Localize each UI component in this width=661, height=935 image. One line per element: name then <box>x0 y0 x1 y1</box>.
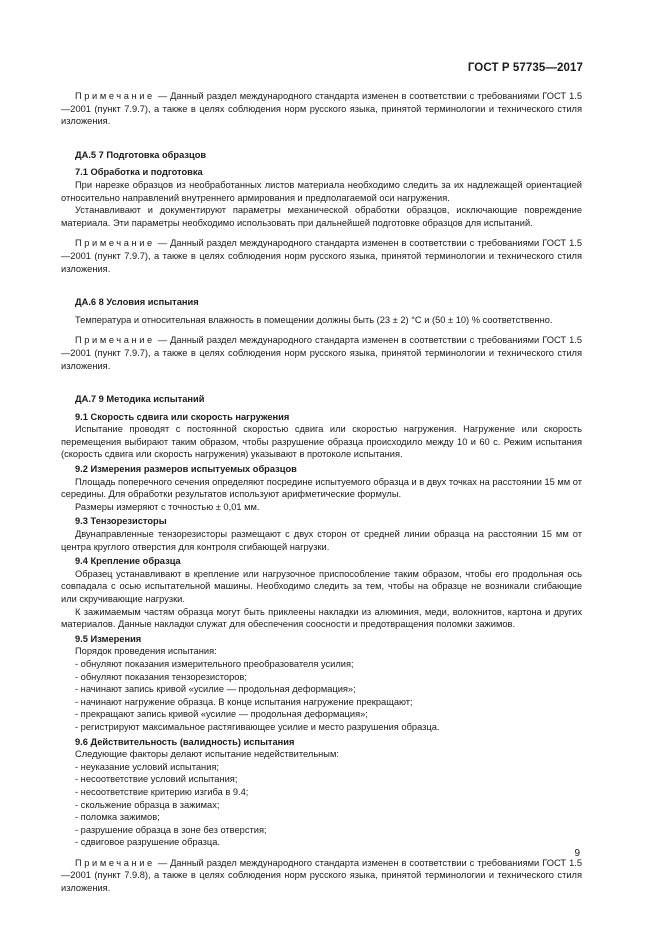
list-item: - обнуляют показания тензорезисторов; <box>75 671 247 682</box>
note-paragraph <box>61 90 582 128</box>
list-item: - поломка зажимов; <box>75 812 160 823</box>
note-text: — Данный раздел международного стандарта изменен в соответствии с требованиями ГОСТ 1.5—2001 (пункт 7.9.8), а также в целях соблюдения норм русского языка, принятой терминологии и технического стиля изложения. <box>61 857 583 894</box>
note-paragraph <box>61 237 582 275</box>
paragraph: Двунаправленные тензорезисторы размещают с двух сторон от средней линии образца на расстоянии 15 мм от центра круглого отверстия для контроля сгибающей нагрузки. <box>61 529 582 552</box>
paragraph: Температура и относительная влажность в помещении должны быть (23 ± 2) °С и (50 ± 10) % соответственно. <box>75 314 553 325</box>
list-item: - начинают нагружение образца. В конце испытания нагружение прекращают; <box>75 696 413 707</box>
note-label: Примечание <box>75 857 155 868</box>
paragraph: При нарезке образцов из необработанных листов материала необходимо следить за их надлежащей ориентацией относительно направлений внутреннего армирования и предполагаемой оси нагружения. <box>61 179 582 203</box>
note-text: — Данный раздел международного стандарта изменен в соответствии с требованиями ГОСТ 1.5—2001 (пункт 7.9.7), а также в целях соблюдения норм русского языка, принятой терминологии и технического стиля изложения. <box>61 91 583 127</box>
note-paragraph <box>61 857 582 895</box>
note-text: — Данный раздел международного стандарта изменен в соответствии с требованиями ГОСТ 1.5—2001 (пункт 7.9.7), а также в целях соблюдения норм русского языка, принятой терминологии и технического стиля изложения. <box>61 238 583 274</box>
paragraph: Порядок проведения испытания: <box>75 646 217 657</box>
list-item: - прекращают запись кривой «усилие — продольная деформация»; <box>75 709 368 720</box>
subsection-heading-7-1: 7.1 Обработка и подготовка <box>75 167 203 178</box>
list-item: - неуказание условий испытания; <box>75 761 220 772</box>
invalidity-list <box>61 761 582 849</box>
subsection-heading-9-2: 9.2 Измерения размеров испытуемых образцов <box>75 464 297 475</box>
list-item: - обнуляют показания измерительного преобразователя усилия; <box>75 658 354 669</box>
page-content <box>61 90 582 895</box>
paragraph: Следующие факторы делают испытание недействительным: <box>75 749 339 760</box>
note-paragraph <box>61 334 582 372</box>
procedure-list <box>61 658 582 734</box>
page-number: 9 <box>574 848 580 859</box>
list-item: - несоответствие критерию изгиба в 9.4; <box>75 786 249 797</box>
paragraph: К зажимаемым частям образца могут быть приклеены накладки из алюминия, меди, волокнитов, картона и других материалов. Данные накладки служат для обеспечения соосности и предотвращения поломки зажимов. <box>61 606 582 630</box>
list-item: - регистрируют максимальное растягивающее усилие и место разрушения образца. <box>75 721 440 732</box>
section-heading-da7: ДА.7 9 Методика испытаний <box>75 394 205 405</box>
note-text: — Данный раздел международного стандарта изменен в соответствии с требованиями ГОСТ 1.5—2001 (пункт 7.9.7), а также в целях соблюдения норм русского языка, принятой терминологии и технического стиля изложения. <box>61 335 583 371</box>
note-label: Примечание <box>75 238 155 249</box>
list-item: - начинают запись кривой «усилие — продольная деформация»; <box>75 684 356 695</box>
subsection-heading-9-1: 9.1 Скорость сдвига или скорость нагружения <box>75 411 290 422</box>
list-item: - скольжение образца в зажимах; <box>75 799 220 810</box>
subsection-heading-9-5: 9.5 Измерения <box>75 633 142 644</box>
list-item: - разрушение образца в зоне без отверстия; <box>75 824 267 835</box>
paragraph: Площадь поперечного сечения определяют посредине испытуемого образца и в двух точках на расстоянии 15 мм от середины. Для обработки результатов используют арифметические формулы. <box>61 476 582 500</box>
subsection-heading-9-4: 9.4 Крепление образца <box>75 556 181 567</box>
list-item: - сдвиговое разрушение образца. <box>75 837 220 848</box>
note-label: Примечание <box>75 335 155 346</box>
paragraph: Испытание проводят с постоянной скоростью сдвига или скоростью нагружения. Нагружение или скорость перемещения выбирают таким образом, чтобы разрушение образца происходило между 10 и 60 с. Режим испытания (скорость сдвига или скорость нагружения) указывают в протоколе испытания. <box>61 424 582 460</box>
paragraph: Устанавливают и документируют параметры механической обработки образцов, исключающие повреждение материала. Эти параметры необходимо использовать при дальнейшей подготовке образцов для испытаний. <box>61 205 582 228</box>
list-item: - несоответствие условий испытания; <box>75 774 238 785</box>
section-heading-da5: ДА.5 7 Подготовка образцов <box>75 149 207 160</box>
paragraph: Образец устанавливают в крепление или нагрузочное приспособление таким образом, чтобы его продольная ось совпадала с осью испытательной машины. Необходимо следить за тем, чтобы на образце не возникали сгибающие или скручивающие нагрузки. <box>61 568 582 604</box>
document-id-header: ГОСТ Р 57735—2017 <box>467 62 583 74</box>
note-label: Примечание <box>75 91 155 101</box>
subsection-heading-9-3: 9.3 Тензорезисторы <box>75 516 167 527</box>
subsection-heading-9-6: 9.6 Действительность (валидность) испытания <box>75 736 295 747</box>
section-heading-da6: ДА.6 8 Условия испытания <box>75 297 199 308</box>
paragraph: Размеры измеряют с точностью ± 0,01 мм. <box>75 501 260 512</box>
